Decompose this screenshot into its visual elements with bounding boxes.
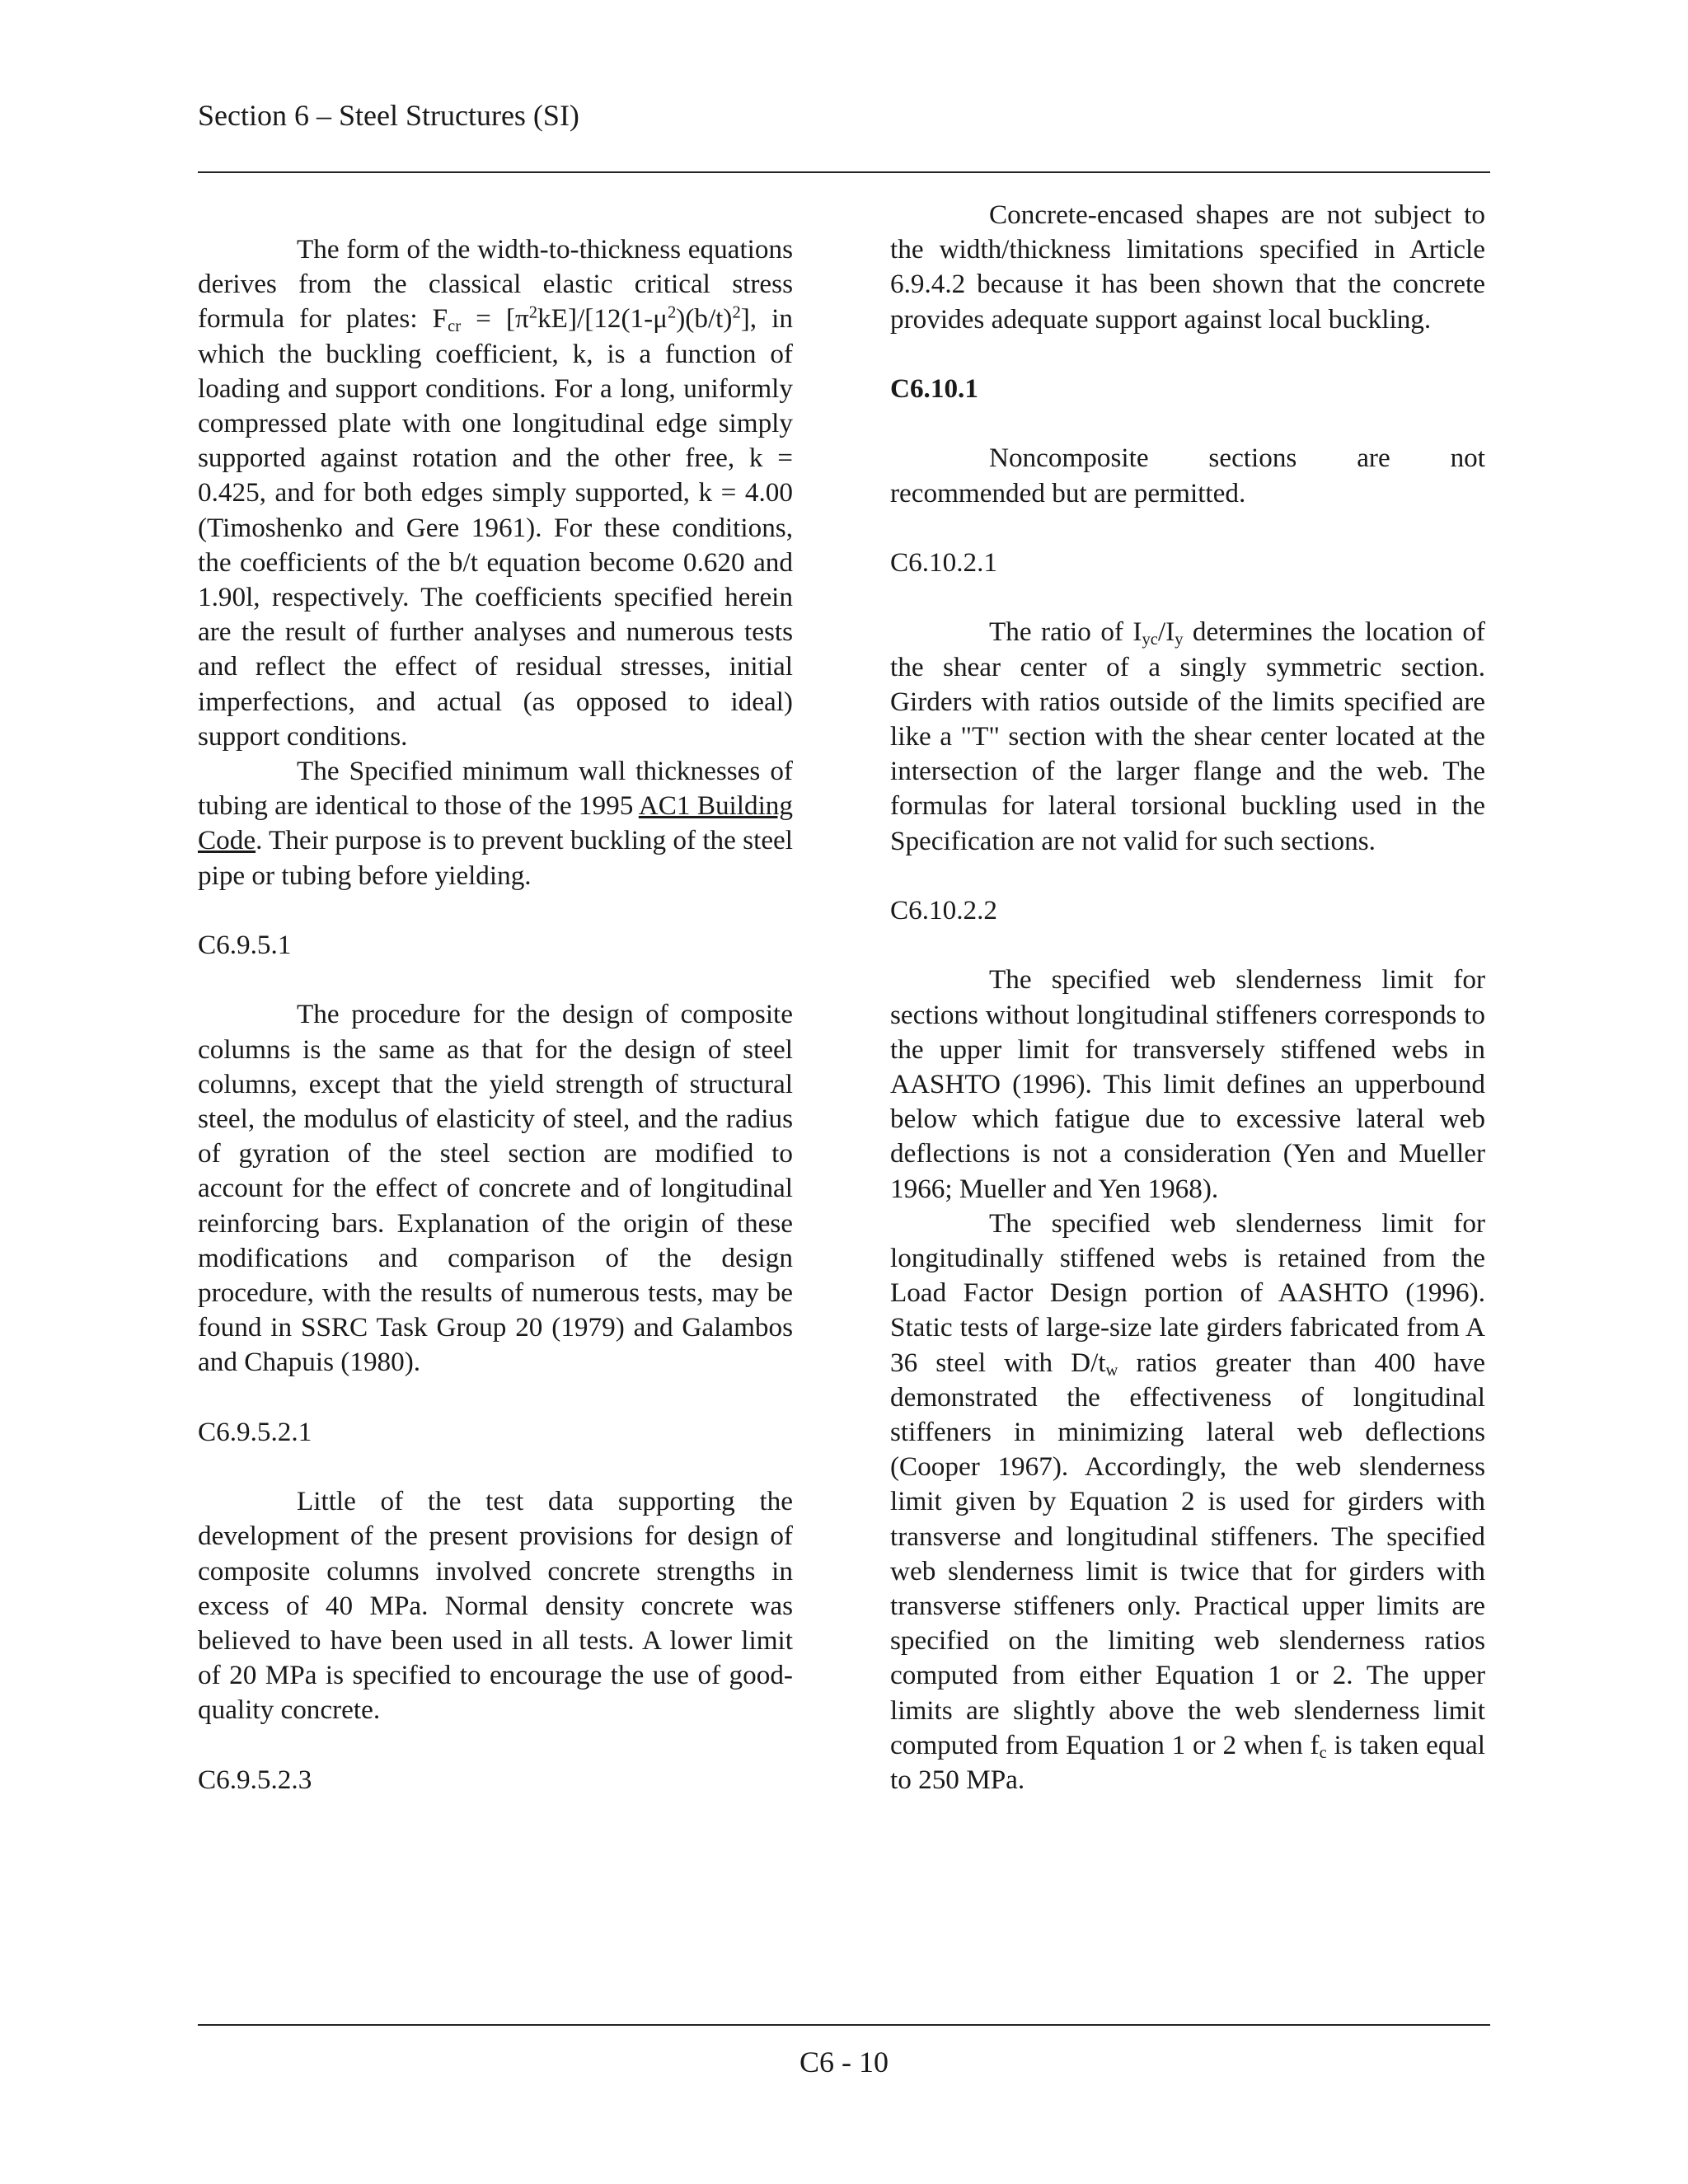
text-run: determines the location of the shear center of a singly symmetric section. Girders with ratios outside of the limits specified are like a "T" section with the shear center located at the intersection of the larger flange and the web. The formulas for lateral torsional buckling used in the Specification are not valid for such sections.	[890, 616, 1485, 856]
page-number: C6 - 10	[799, 2046, 889, 2079]
paragraph-concrete-strength: Little of the test data supporting the development of the present provisions for design of composite columns involved concrete strengths in excess of 40 MPa. Normal density concrete was believed to have been used in all tests. A lower limit of 20 MPa is specified to encourage the use of good-quality concrete.	[198, 1486, 793, 1726]
left-column	[198, 232, 793, 1832]
text-run: )(b/t)	[676, 303, 733, 335]
text-run: = [π	[461, 303, 529, 335]
running-header: Section 6 – Steel Structures (SI)	[198, 99, 579, 132]
section-heading-c6-9-5-1: C6.9.5.1	[198, 930, 292, 961]
paragraph-shear-center	[890, 615, 1485, 858]
paragraph-plate-buckling	[198, 232, 793, 754]
text-run: The Specified minimum wall thicknesses of tubing are identical to those of the 1995	[198, 756, 793, 822]
text-run: is taken equal to 250 MPa.	[890, 1729, 1485, 1796]
text-run: The ratio of I	[989, 616, 1142, 648]
text-run: The form of the width-to-thickness equations derives from the classical elastic critical stress formula for plates: F	[198, 234, 793, 335]
paragraph-tubing-thickness	[198, 754, 793, 893]
footer-rule	[198, 2024, 1490, 2026]
text-run: ratios greater than 400 have demonstrated the effectiveness of longitudinal stiffeners in minimizing lateral web deflections (Cooper 1967). Accordingly, the web slenderness limit given by Equation 2 is used for girders with transverse and longitudinal stiffeners. The specified web slenderness limit is twice that for girders with transverse stiffeners only. Practical upper limits are specified on the limiting web slenderness ratios computed from either Equation 1 or 2. The upper limits are slightly above the web slenderness limit computed from Equation 1 or 2 when f	[890, 1347, 1485, 1760]
building-code-reference: AC1 Building Code	[198, 790, 793, 856]
superscript: 2	[667, 304, 677, 323]
text-run: ], in which the buckling coefficient, k, is a function of loading and support conditions. For a long, uniformly compressed plate with one longitudinal edge simply supported against rotation and the other free, k = 0.425, and for both edges simply supported, k = 4.00 (Timoshenko and Gere 1961). For these conditions, the coefficients of the b/t equation become 0.620 and 1.90l, respectively. The coefficients specified herein are the result of further analyses and numerous tests and reflect the effect of residual stresses, initial imperfections, and actual (as opposed to ideal) support conditions.	[198, 303, 793, 752]
section-heading-c6-10-2-1: C6.10.2.1	[890, 546, 997, 578]
text-run: The specified web slenderness limit for longitudinally stiffened webs is retained from the Load Factor Design portion of AASHTO (1996). Static tests of large-size late girders fabricated from A 36 steel with D/t	[890, 1207, 1485, 1378]
text-run: . Their purpose is to prevent buckling of the steel pipe or tubing before yielding.	[198, 825, 793, 891]
paragraph-noncomposite: Noncomposite sections are not recommended but are permitted.	[890, 443, 1485, 509]
subscript: cr	[448, 317, 462, 336]
paragraph-longitudinal-stiffeners	[890, 1207, 1485, 1797]
paragraph-web-slenderness: The specified web slenderness limit for sections without longitudinal stiffeners corresponds to the upper limit for transversely stiffened webs in AASHTO (1996). This limit defines an upperbound below which fatigue due to excessive lateral web deflections is not a consideration (Yen and Mueller 1966; Mueller and Yen 1968).	[890, 964, 1485, 1204]
superscript: 2	[528, 304, 538, 323]
subscript: c	[1319, 1743, 1327, 1762]
header-rule	[198, 171, 1490, 173]
section-heading-c6-10-2-2: C6.10.2.2	[890, 894, 997, 926]
section-heading-c6-9-5-2-1: C6.9.5.2.1	[198, 1416, 312, 1447]
paragraph-composite-columns: The procedure for the design of composite columns is the same as that for the design of steel columns, except that the yield strength of structural steel, the modulus of elasticity of steel, and the radius of gyration of the steel section are modified to account for the effect of concrete and of longitudinal reinforcing bars. Explanation of the origin of these modifications and comparison of the design procedure, with the results of numerous tests, may be found in SSRC Task Group 20 (1979) and Galambos and Chapuis (1980).	[198, 999, 793, 1378]
subscript: yc	[1142, 630, 1158, 649]
subscript: y	[1175, 630, 1184, 649]
section-heading-c6-9-5-2-3: C6.9.5.2.3	[198, 1764, 312, 1795]
section-heading-c6-10-1: C6.10.1	[890, 373, 978, 404]
text-run: /I	[1157, 616, 1175, 648]
subscript: w	[1105, 1361, 1118, 1380]
text-run: kE]/[12(1-μ	[537, 303, 668, 335]
right-column	[890, 198, 1485, 1797]
paragraph-concrete-encased: Concrete-encased shapes are not subject to the width/thickness limitations specified in Article 6.9.4.2 because it has been shown that the concrete provides adequate support against local buckling.	[890, 199, 1485, 335]
superscript: 2	[732, 304, 741, 323]
